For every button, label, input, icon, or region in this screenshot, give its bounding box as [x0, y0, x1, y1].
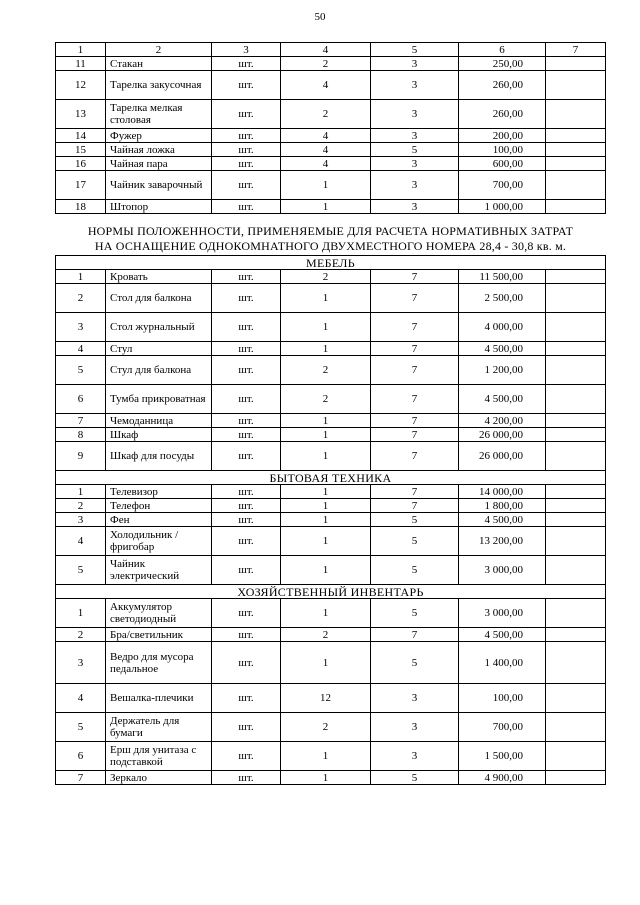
item-note	[546, 57, 606, 71]
section-title: МЕБЕЛЬ	[56, 256, 606, 270]
item-number: 5	[56, 713, 106, 742]
item-name: Стул	[106, 342, 212, 356]
item-service-years: 7	[371, 342, 459, 356]
item-quantity: 2	[281, 57, 371, 71]
item-service-years: 7	[371, 628, 459, 642]
item-service-years: 7	[371, 428, 459, 442]
item-number: 15	[56, 143, 106, 157]
item-price: 4 500,00	[459, 628, 546, 642]
table-row	[56, 71, 606, 100]
item-number: 1	[56, 270, 106, 284]
norms-title-row	[56, 214, 606, 256]
item-service-years: 3	[371, 71, 459, 100]
item-name: Телевизор	[106, 485, 212, 499]
item-quantity: 1	[281, 284, 371, 313]
item-note	[546, 485, 606, 499]
item-service-years: 7	[371, 485, 459, 499]
item-unit: шт.	[212, 499, 281, 513]
item-price: 600,00	[459, 157, 546, 171]
item-note	[546, 342, 606, 356]
table-row	[56, 414, 606, 428]
item-name: Держатель для бумаги	[106, 713, 212, 742]
norms-table-body	[56, 43, 606, 785]
table-row	[56, 171, 606, 200]
item-price: 1 200,00	[459, 356, 546, 385]
item-price: 1 400,00	[459, 642, 546, 684]
item-quantity: 1	[281, 342, 371, 356]
item-quantity: 1	[281, 513, 371, 527]
table-row	[56, 684, 606, 713]
item-quantity: 2	[281, 270, 371, 284]
item-unit: шт.	[212, 100, 281, 129]
item-note	[546, 157, 606, 171]
item-number: 2	[56, 499, 106, 513]
table-row	[56, 556, 606, 585]
item-note	[546, 628, 606, 642]
item-name: Тумба прикроватная	[106, 385, 212, 414]
column-number-4: 4	[281, 43, 371, 57]
item-service-years: 5	[371, 513, 459, 527]
item-number: 3	[56, 642, 106, 684]
item-price: 4 500,00	[459, 385, 546, 414]
item-name: Зеркало	[106, 771, 212, 785]
item-unit: шт.	[212, 628, 281, 642]
item-unit: шт.	[212, 200, 281, 214]
table-row	[56, 642, 606, 684]
item-name: Шкаф	[106, 428, 212, 442]
item-number: 8	[56, 428, 106, 442]
table-row	[56, 742, 606, 771]
item-note	[546, 499, 606, 513]
item-service-years: 5	[371, 599, 459, 628]
item-quantity: 2	[281, 385, 371, 414]
item-unit: шт.	[212, 71, 281, 100]
item-quantity: 1	[281, 171, 371, 200]
item-number: 17	[56, 171, 106, 200]
item-price: 100,00	[459, 684, 546, 713]
item-unit: шт.	[212, 129, 281, 143]
item-note	[546, 143, 606, 157]
table-row	[56, 442, 606, 471]
item-service-years: 5	[371, 143, 459, 157]
table-row	[56, 485, 606, 499]
item-note	[546, 428, 606, 442]
column-number-7: 7	[546, 43, 606, 57]
item-unit: шт.	[212, 143, 281, 157]
item-note	[546, 527, 606, 556]
item-price: 4 900,00	[459, 771, 546, 785]
item-quantity: 2	[281, 356, 371, 385]
item-number: 12	[56, 71, 106, 100]
table-row	[56, 143, 606, 157]
item-quantity: 1	[281, 599, 371, 628]
item-name: Стол для балкона	[106, 284, 212, 313]
item-name: Ерш для унитаза с подставкой	[106, 742, 212, 771]
table-row	[56, 284, 606, 313]
item-service-years: 3	[371, 742, 459, 771]
item-price: 1 000,00	[459, 200, 546, 214]
item-note	[546, 742, 606, 771]
item-quantity: 1	[281, 527, 371, 556]
page-number: 50	[314, 11, 326, 23]
item-price: 260,00	[459, 100, 546, 129]
item-number: 7	[56, 771, 106, 785]
item-service-years: 3	[371, 713, 459, 742]
table-row	[56, 100, 606, 129]
item-service-years: 7	[371, 284, 459, 313]
item-price: 3 000,00	[459, 556, 546, 585]
item-unit: шт.	[212, 284, 281, 313]
item-service-years: 3	[371, 129, 459, 143]
item-name: Шкаф для посуды	[106, 442, 212, 471]
item-service-years: 3	[371, 200, 459, 214]
item-service-years: 5	[371, 556, 459, 585]
item-service-years: 3	[371, 684, 459, 713]
table-row	[56, 313, 606, 342]
item-number: 11	[56, 57, 106, 71]
norms-table	[55, 42, 606, 785]
item-note	[546, 599, 606, 628]
item-name: Чайник заварочный	[106, 171, 212, 200]
column-number-6: 6	[459, 43, 546, 57]
item-service-years: 7	[371, 414, 459, 428]
section-title: ХОЗЯЙСТВЕННЫЙ ИНВЕНТАРЬ	[56, 585, 606, 599]
item-name: Бра/светильник	[106, 628, 212, 642]
column-number-3: 3	[212, 43, 281, 57]
item-note	[546, 284, 606, 313]
item-unit: шт.	[212, 442, 281, 471]
item-note	[546, 556, 606, 585]
item-name: Стакан	[106, 57, 212, 71]
item-unit: шт.	[212, 356, 281, 385]
item-number: 2	[56, 628, 106, 642]
item-unit: шт.	[212, 385, 281, 414]
item-number: 7	[56, 414, 106, 428]
item-service-years: 3	[371, 100, 459, 129]
table-row	[56, 599, 606, 628]
item-note	[546, 200, 606, 214]
item-unit: шт.	[212, 171, 281, 200]
item-quantity: 4	[281, 143, 371, 157]
item-name: Аккумулятор светодиодный	[106, 599, 212, 628]
item-note	[546, 129, 606, 143]
item-price: 100,00	[459, 143, 546, 157]
item-service-years: 7	[371, 356, 459, 385]
item-price: 26 000,00	[459, 428, 546, 442]
section-title: БЫТОВАЯ ТЕХНИКА	[56, 471, 606, 485]
item-number: 6	[56, 742, 106, 771]
item-price: 250,00	[459, 57, 546, 71]
item-unit: шт.	[212, 527, 281, 556]
item-number: 4	[56, 342, 106, 356]
item-note	[546, 356, 606, 385]
item-unit: шт.	[212, 742, 281, 771]
item-name: Телефон	[106, 499, 212, 513]
table-row	[56, 129, 606, 143]
item-name: Чайная пара	[106, 157, 212, 171]
item-quantity: 12	[281, 684, 371, 713]
item-service-years: 3	[371, 57, 459, 71]
table-row	[56, 428, 606, 442]
item-unit: шт.	[212, 642, 281, 684]
item-name: Штопор	[106, 200, 212, 214]
item-quantity: 2	[281, 100, 371, 129]
item-quantity: 2	[281, 713, 371, 742]
item-note	[546, 642, 606, 684]
item-note	[546, 171, 606, 200]
item-price: 11 500,00	[459, 270, 546, 284]
item-service-years: 7	[371, 442, 459, 471]
item-quantity: 1	[281, 414, 371, 428]
item-note	[546, 513, 606, 527]
item-price: 4 500,00	[459, 513, 546, 527]
item-note	[546, 414, 606, 428]
item-note	[546, 313, 606, 342]
item-number: 1	[56, 485, 106, 499]
item-number: 3	[56, 313, 106, 342]
item-price: 700,00	[459, 171, 546, 200]
item-unit: шт.	[212, 157, 281, 171]
item-number: 3	[56, 513, 106, 527]
item-unit: шт.	[212, 556, 281, 585]
item-price: 4 500,00	[459, 342, 546, 356]
table-row	[56, 499, 606, 513]
table-row	[56, 270, 606, 284]
item-quantity: 1	[281, 485, 371, 499]
item-quantity: 1	[281, 428, 371, 442]
item-unit: шт.	[212, 771, 281, 785]
column-number-5: 5	[371, 43, 459, 57]
item-note	[546, 71, 606, 100]
item-service-years: 3	[371, 171, 459, 200]
item-number: 2	[56, 284, 106, 313]
item-number: 16	[56, 157, 106, 171]
item-unit: шт.	[212, 428, 281, 442]
table-row	[56, 356, 606, 385]
item-price: 200,00	[459, 129, 546, 143]
item-name: Фужер	[106, 129, 212, 143]
item-quantity: 1	[281, 742, 371, 771]
item-unit: шт.	[212, 270, 281, 284]
section-header-row	[56, 471, 606, 485]
item-name: Стол журнальный	[106, 313, 212, 342]
item-quantity: 4	[281, 71, 371, 100]
item-name: Чайная ложка	[106, 143, 212, 157]
table-row	[56, 527, 606, 556]
item-number: 5	[56, 356, 106, 385]
item-price: 1 800,00	[459, 499, 546, 513]
section-header-row	[56, 256, 606, 270]
item-quantity: 4	[281, 129, 371, 143]
column-number-row	[56, 43, 606, 57]
item-note	[546, 270, 606, 284]
item-unit: шт.	[212, 684, 281, 713]
item-price: 4 200,00	[459, 414, 546, 428]
table-row	[56, 513, 606, 527]
column-number-2: 2	[106, 43, 212, 57]
item-note	[546, 100, 606, 129]
item-quantity: 1	[281, 556, 371, 585]
item-number: 1	[56, 599, 106, 628]
item-note	[546, 771, 606, 785]
table-row	[56, 57, 606, 71]
item-number: 14	[56, 129, 106, 143]
item-note	[546, 684, 606, 713]
item-number: 5	[56, 556, 106, 585]
item-unit: шт.	[212, 513, 281, 527]
item-unit: шт.	[212, 485, 281, 499]
item-service-years: 7	[371, 270, 459, 284]
item-quantity: 2	[281, 628, 371, 642]
item-price: 26 000,00	[459, 442, 546, 471]
item-unit: шт.	[212, 342, 281, 356]
item-note	[546, 713, 606, 742]
item-unit: шт.	[212, 599, 281, 628]
item-number: 4	[56, 527, 106, 556]
item-price: 700,00	[459, 713, 546, 742]
table-row	[56, 157, 606, 171]
item-service-years: 7	[371, 385, 459, 414]
item-name: Стул для балкона	[106, 356, 212, 385]
table-row	[56, 771, 606, 785]
item-unit: шт.	[212, 57, 281, 71]
item-name: Ведро для мусора педальное	[106, 642, 212, 684]
item-price: 1 500,00	[459, 742, 546, 771]
item-note	[546, 442, 606, 471]
item-note	[546, 385, 606, 414]
item-price: 2 500,00	[459, 284, 546, 313]
item-name: Тарелка закусочная	[106, 71, 212, 100]
column-number-1: 1	[56, 43, 106, 57]
item-service-years: 5	[371, 642, 459, 684]
item-price: 4 000,00	[459, 313, 546, 342]
item-name: Чемоданница	[106, 414, 212, 428]
item-name: Фен	[106, 513, 212, 527]
item-service-years: 5	[371, 771, 459, 785]
item-quantity: 1	[281, 313, 371, 342]
item-name: Тарелка мелкая столовая	[106, 100, 212, 129]
item-price: 14 000,00	[459, 485, 546, 499]
item-name: Кровать	[106, 270, 212, 284]
table-row	[56, 200, 606, 214]
item-price: 3 000,00	[459, 599, 546, 628]
item-name: Вешалка-плечики	[106, 684, 212, 713]
norms-title	[56, 214, 606, 256]
item-unit: шт.	[212, 414, 281, 428]
item-quantity: 1	[281, 771, 371, 785]
item-name: Холодильник / фригобар	[106, 527, 212, 556]
item-quantity: 4	[281, 157, 371, 171]
section-header-row	[56, 585, 606, 599]
item-name: Чайник электрический	[106, 556, 212, 585]
item-quantity: 1	[281, 200, 371, 214]
item-number: 13	[56, 100, 106, 129]
item-number: 9	[56, 442, 106, 471]
item-service-years: 3	[371, 157, 459, 171]
item-price: 13 200,00	[459, 527, 546, 556]
item-service-years: 7	[371, 499, 459, 513]
item-unit: шт.	[212, 713, 281, 742]
table-row	[56, 628, 606, 642]
table-row	[56, 713, 606, 742]
item-quantity: 1	[281, 499, 371, 513]
table-row	[56, 342, 606, 356]
item-number: 18	[56, 200, 106, 214]
item-number: 6	[56, 385, 106, 414]
item-service-years: 5	[371, 527, 459, 556]
item-price: 260,00	[459, 71, 546, 100]
norms-title-line-1: НОРМЫ ПОЛОЖЕННОСТИ, ПРИМЕНЯЕМЫЕ ДЛЯ РАСЧЕТА НОРМАТИВНЫХ ЗАТРАТ	[87, 224, 574, 238]
item-quantity: 1	[281, 642, 371, 684]
table-row	[56, 385, 606, 414]
item-service-years: 7	[371, 313, 459, 342]
norms-title-line-2: НА ОСНАЩЕНИЕ ОДНОКОМНАТНОГО ДВУХМЕСТНОГО НОМЕРА 28,4 - 30,8 кв. м.	[94, 239, 567, 253]
item-unit: шт.	[212, 313, 281, 342]
item-quantity: 1	[281, 442, 371, 471]
item-number: 4	[56, 684, 106, 713]
